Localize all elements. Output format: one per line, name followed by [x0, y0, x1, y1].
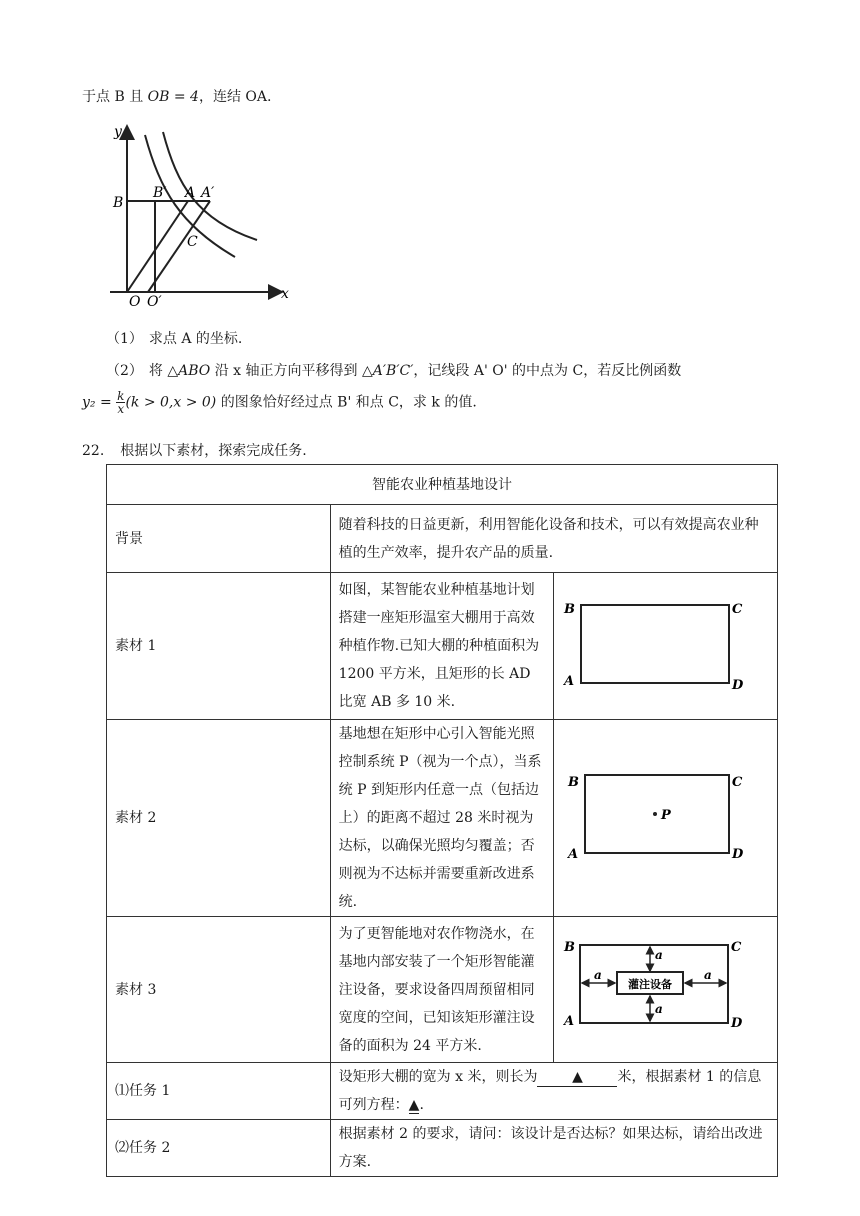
material-2-text: 基地想在矩形中心引入智能光照控制系统 P（视为一个点），当系统 P 到矩形内任意一点（包括边上）的距离不超过 28 米时视为达标，以确保光照均匀覆盖；否则视为不达标并需要重新改进系统.: [330, 720, 554, 917]
design-table: [106, 464, 778, 1177]
svg-text:D: D: [731, 1016, 743, 1031]
task-2-label: ⑵任务 2: [107, 1120, 331, 1177]
problem-22-heading: 22. 根据以下素材，探索完成任务.: [82, 443, 307, 459]
svg-text:P: P: [661, 808, 672, 823]
svg-text:a: a: [655, 1002, 664, 1016]
svg-text:D: D: [732, 847, 744, 862]
svg-text:A: A: [568, 847, 579, 862]
label-o: O: [129, 294, 141, 310]
material-2-figure: [554, 720, 778, 917]
svg-text:A: A: [564, 674, 575, 689]
svg-text:D: D: [732, 678, 744, 693]
task-1-blank[interactable]: ▲: [537, 1068, 617, 1087]
label-a-prime: A′: [201, 185, 215, 201]
task-1-blank-2[interactable]: ▲: [408, 1097, 420, 1113]
question-1: （1） 求点 A 的坐标.: [106, 331, 243, 347]
svg-text:A: A: [564, 1014, 575, 1029]
material-3-text: 为了更智能地对农作物浇水，在基地内部安装了一个矩形智能灌注设备，要求设备四周预留相同宽度的空间，已知该矩形灌注设备的面积为 24 平方米.: [330, 917, 554, 1063]
hyperbola-graph: [105, 120, 295, 310]
svg-text:C: C: [732, 602, 743, 617]
svg-text:B: B: [564, 602, 576, 617]
label-a: A: [185, 185, 196, 201]
task-2-text: 根据素材 2 的要求，请问：该设计是否达标？如果达标，请给出改进方案.: [330, 1120, 777, 1177]
svg-text:C: C: [732, 775, 743, 790]
point-p: [653, 812, 657, 816]
fraction-k-over-x: $\frac{k}{x}$: [117, 389, 125, 416]
svg-text:灌注设备: 灌注设备: [628, 978, 673, 991]
task-1-text: 设矩形大棚的宽为 x 米，则长为 ▲ 米，根据素材 1 的信息可列方程：▲.: [330, 1063, 777, 1120]
svg-text:a: a: [655, 948, 664, 962]
material-3-figure: [554, 917, 778, 1063]
svg-text:C: C: [731, 940, 742, 955]
svg-text:B: B: [564, 940, 576, 955]
material-2-label: 素材 2: [107, 720, 331, 917]
label-c: C: [187, 234, 198, 250]
material-3-label: 素材 3: [107, 917, 331, 1063]
background-text: 随着科技的日益更新，利用智能化设备和技术，可以有效提高农业种植的生产效率，提升农产品的质量.: [330, 505, 777, 573]
svg-text:B: B: [568, 775, 580, 790]
material-1-text: 如图，某智能农业种植基地计划搭建一座矩形温室大棚用于高效种植作物.已知大棚的种植面积为 1200 平方米，且矩形的长 AD 比宽 AB 多 10 米.: [330, 573, 554, 720]
task-1-label: ⑴任务 1: [107, 1063, 331, 1120]
svg-text:a: a: [594, 968, 603, 982]
intro-line: 于点 B 且 OB = 4，连结 OA.: [82, 89, 272, 105]
question-2-line2: y₂ = $\frac{k}{x}$ (k > 0,x > 0) 的图象恰好经过点 B' 和点 C，求 k 的值.: [82, 389, 477, 416]
label-b-prime: B′: [153, 185, 167, 201]
material-1-label: 素材 1: [107, 573, 331, 720]
label-y: y: [114, 124, 122, 140]
background-label: 背景: [107, 505, 331, 573]
question-2-line1: （2） 将 △ABO 沿 x 轴正方向平移得到 △A′B′C′，记线段 A' O' 的中点为 C，若反比例函数: [106, 363, 682, 379]
svg-text:a: a: [704, 968, 713, 982]
label-o-prime: O′: [147, 294, 162, 310]
material-1-figure: [554, 573, 778, 720]
label-x: x: [281, 286, 289, 302]
table-title: 智能农业种植基地设计: [107, 465, 778, 505]
label-b: B: [113, 195, 124, 211]
